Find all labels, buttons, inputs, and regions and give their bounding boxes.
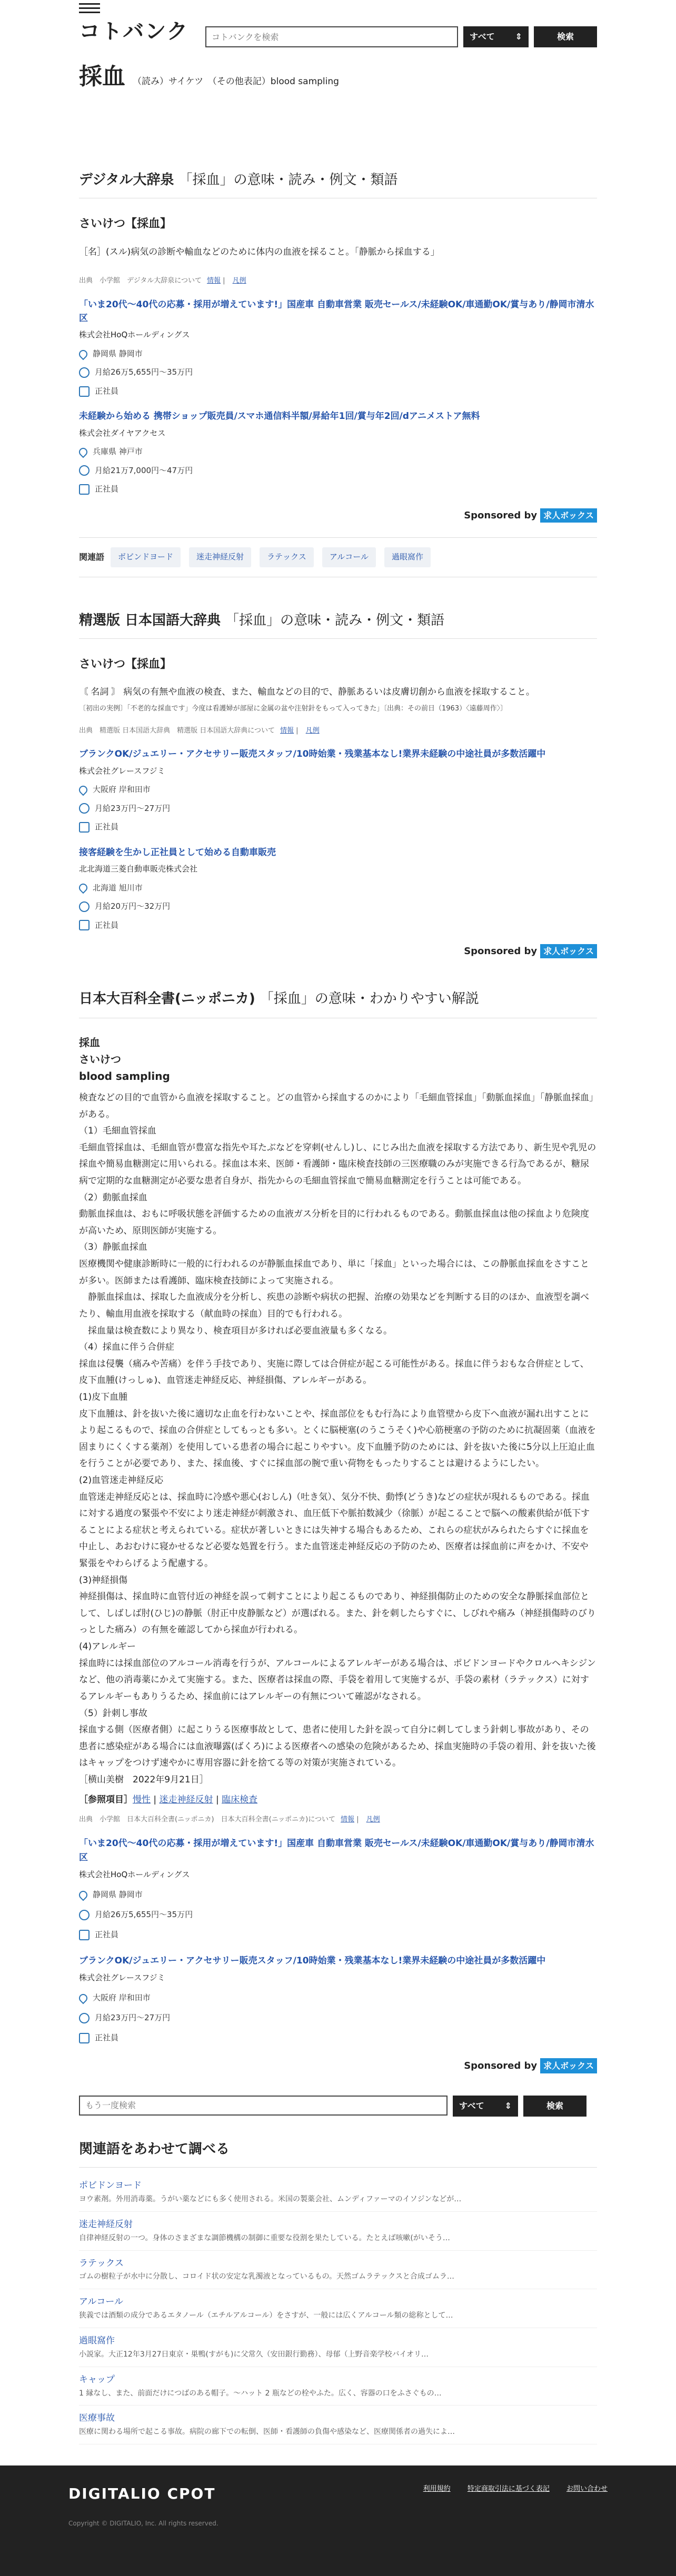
- scope-label: すべて: [459, 2101, 484, 2111]
- legend-link[interactable]: 凡例: [305, 727, 320, 735]
- yen-icon: [79, 2013, 90, 2023]
- chevron-updown-icon: ⇕: [515, 32, 522, 42]
- headword-area: [79, 47, 597, 153]
- yen-icon: [79, 465, 90, 476]
- dict-title: [79, 168, 597, 198]
- example: 〔初出の実例〕「不老的な採血です」今度は看護婦が部屋に金属の盆や注射針をもって入ってきた」〔出典：その前日（1963）〈遠藤周作〉〕: [79, 705, 508, 713]
- dict-subtitle: 「採血」の意味・わかりやすい解説: [260, 990, 479, 1007]
- related-word-desc: ヨウ素剤。外用消毒薬。うがい薬などにも多く使用される。米国の製薬会社、ムンディファーマのイソジンなどが…: [79, 2195, 462, 2204]
- source-line: 出典 精選版 日本国語大辞典 精選版 日本国語大辞典について 情報 | 凡例: [79, 727, 320, 735]
- related-word-desc: 自律神経反射の一つ。身体のさまざまな調節機構の制御に重要な役割を果たしている。たとえば咳嗽(がいそう…: [79, 2233, 450, 2242]
- job-list: [79, 747, 597, 932]
- reference-items: ［参照項目］慢性 | 迷走神経反射 | 臨床検査: [79, 1794, 258, 1805]
- job-list: [79, 1837, 597, 2045]
- related-tag[interactable]: ボビンドヨード: [111, 547, 181, 567]
- search-button[interactable]: 検索: [534, 26, 597, 47]
- dict-title: [79, 986, 597, 1018]
- entry-heading: 採血: [79, 1036, 100, 1049]
- briefcase-icon: [79, 386, 90, 397]
- location-icon: [77, 348, 90, 360]
- job-card[interactable]: [79, 846, 597, 932]
- search-input[interactable]: [205, 26, 458, 47]
- encyclopedia-paragraph: （1）毛細血管採血: [79, 1126, 156, 1137]
- encyclopedia-paragraph: （3）静脈血採血: [79, 1242, 147, 1253]
- encyclopedia-paragraph: (1)皮下血腫: [79, 1391, 128, 1402]
- encyclopedia-paragraph: 採血量は検査数により異なり、検査項目が多ければ必要血液量も多くなる。: [79, 1325, 392, 1336]
- job-type: 正社員: [95, 1929, 119, 1939]
- info-link[interactable]: 情報: [341, 1816, 355, 1824]
- encyclopedia-paragraph: 静脈血採血は、採取した血液成分を分析し、疾患の診断や病状の把握、治療の効果などを判断する目的のほか、血液型を調べたり、輸血用血液を採取する（献血時の採血）目的でも行われる。: [79, 1292, 589, 1319]
- refs-label: ［参照項目］: [79, 1794, 133, 1805]
- briefcase-icon: [79, 484, 90, 495]
- job-title[interactable]: 「いま20代〜40代の応募・採用が増えています!」国産車 自動車営業 販売セールス/未経験OK/車通勤OK/賞与あり/静岡市清水区: [79, 299, 594, 324]
- job-card[interactable]: [79, 747, 597, 834]
- job-salary: 月給23万円〜27万円: [95, 803, 171, 813]
- yen-icon: [79, 803, 90, 814]
- job-type: 正社員: [95, 484, 119, 494]
- legend-link[interactable]: 凡例: [366, 1816, 380, 1824]
- sponsor[interactable]: [79, 508, 597, 524]
- job-type: 正社員: [95, 822, 119, 832]
- sponsor-label: Sponsored by: [464, 946, 538, 957]
- source-text: 出典 小学館 日本大百科全書(ニッポニカ) 日本大百科全書(ニッポニカ)について: [79, 1816, 335, 1824]
- dict-title: [79, 609, 597, 639]
- commerce-law-link[interactable]: 特定商取引法に基づく表記: [467, 2484, 550, 2493]
- related-word-item[interactable]: [79, 2328, 597, 2367]
- job-title[interactable]: 未経験から始める 携帯ショップ販売員/スマホ通信料半額/昇給年1回/賞与年2回/dアニメストア無料: [79, 411, 480, 422]
- related-word[interactable]: キャップ: [79, 2374, 115, 2385]
- related-word-item[interactable]: [79, 2367, 597, 2406]
- job-card[interactable]: [79, 1837, 597, 1942]
- dict-name: 日本大百科全書(ニッポニカ): [79, 990, 255, 1007]
- related-tags: [79, 537, 597, 577]
- encyclopedia-paragraph: 採血時には採血部位のアルコール消毒を行うが、アルコールによるアレルギーがある場合は、ポビドンヨードやクロルヘキシジンなど、他の消毒薬にかえて実施する。また、医療者は採血の際、手袋を着用して実施するが、手袋の素材（ラテックス）に対するアレルギーもありうるため、採血前にはアレルギーの有無について確認がなされる。: [79, 1658, 596, 1702]
- site-header: [0, 0, 676, 47]
- scope-select[interactable]: [463, 26, 529, 47]
- entry-english: blood sampling: [79, 1069, 170, 1082]
- sponsor-logo[interactable]: 求人ボックス: [540, 508, 597, 523]
- related-word[interactable]: 過眼窩作: [79, 2335, 115, 2346]
- entry-heading: さいけつ【採血】: [79, 217, 172, 231]
- encyclopedia-paragraph: ［横山美樹 2022年9月21日］: [79, 1774, 208, 1785]
- job-title[interactable]: 接客経験を生かし正社員として始める自動車販売: [79, 847, 276, 858]
- info-link[interactable]: 情報: [206, 277, 221, 285]
- related-word[interactable]: アルコール: [79, 2297, 123, 2308]
- briefcase-icon: [79, 2033, 90, 2043]
- related-word-item[interactable]: [79, 2173, 597, 2212]
- job-type: 正社員: [95, 2032, 119, 2042]
- dict-name: 精選版 日本国語大辞典: [79, 612, 221, 628]
- location-icon: [77, 882, 90, 894]
- job-card[interactable]: [79, 409, 597, 496]
- scope-select[interactable]: [453, 2096, 518, 2117]
- yen-icon: [79, 367, 90, 378]
- briefcase-icon: [79, 1930, 90, 1940]
- section-nipponica: [79, 986, 597, 2074]
- sponsor[interactable]: [79, 944, 597, 960]
- encyclopedia-paragraph: 検査などの目的で血管から血液を採取すること。どの血管から採血するのかにより「毛細血管採血」「動脈血採血」「静脈血採血」がある。: [79, 1092, 594, 1120]
- encyclopedia-paragraph: （2）動脈血採血: [79, 1192, 147, 1203]
- site-logo[interactable]: コトバンク: [79, 19, 189, 44]
- job-company: 株式会社HoQホールディングス: [79, 330, 190, 340]
- sponsor[interactable]: [79, 2057, 597, 2074]
- encyclopedia-paragraph: 神経損傷は、採血時に血管付近の神経を誤って刺すことにより起こるものであり、神経損傷防止のための安全な静脈採血部位として、しばしば肘(ひじ)の静脈（肘正中皮静脈など）が選ばれる。また、針を刺したらすぐに、しびれや痛み（神経損傷時のびりっとした痛み）の有無を確認してから採血が行われる。: [79, 1591, 596, 1636]
- footer-links: [409, 2483, 608, 2495]
- source-text: 出典 小学館 デジタル大辞泉について: [79, 277, 202, 285]
- job-place: 静岡県 静岡市: [93, 1889, 143, 1899]
- search-again-input[interactable]: [79, 2096, 448, 2116]
- related-tag[interactable]: 迷走神経反射: [189, 547, 251, 567]
- job-type: 正社員: [95, 920, 119, 930]
- dict-subtitle: 「採血」の意味・読み・例文・類語: [225, 612, 445, 628]
- related-word[interactable]: ポビドンヨード: [79, 2180, 142, 2191]
- sponsor-logo[interactable]: 求人ボックス: [540, 2058, 597, 2074]
- encyclopedia-paragraph: 血管迷走神経反応とは、採血時に冷感や悪心(おしん)（吐き気）、気分不快、動悸(どうき)などの症状が現れるものである。採血に対する過度の緊張や不安により迷走神経が刺激され、血圧低下や脈拍数減少（徐脈）が起こることで脳への酸素供給が低下することによる症状と考えられている。症状が著しいときには失神する場合もあるため、これらの症状がみられたらすぐに採血を中止し、あおむけに寝かせるなど必要な処置を行う。また血管迷走神経反応の予防のため、医療者は採血前に声をかけ、不安や緊張をやわらげるよう配慮する。: [79, 1491, 590, 1569]
- location-icon: [77, 1889, 90, 1901]
- copyright: Copyright © DIGITALIO, Inc. All rights reserved.: [68, 2519, 218, 2527]
- related-word-item[interactable]: [79, 2212, 597, 2251]
- encyclopedia-paragraph: (4)アレルギー: [79, 1641, 136, 1652]
- source-text: 出典 精選版 日本国語大辞典 精選版 日本国語大辞典について: [79, 727, 275, 735]
- sponsor-label: Sponsored by: [464, 2060, 538, 2071]
- related-word[interactable]: ラテックス: [79, 2258, 124, 2269]
- location-icon: [77, 446, 90, 458]
- definition: ［名］(スル)病気の診断や輸血などのために体内の血液を採ること。「静脈から採血する」: [79, 246, 440, 257]
- job-place: 大阪府 岸和田市: [93, 1992, 151, 2002]
- location-icon: [77, 784, 90, 796]
- job-company: 株式会社HoQホールディングス: [79, 1870, 190, 1880]
- encyclopedia-paragraph: 毛細血管採血は、毛細血管が豊富な指先や耳たぶなどを穿刺(せんし)し、にじみ出た血液を採取する方法であり、新生児や乳児の採血や簡易血糖測定に用いられる。採血は本来、医師・看護師・臨床検査技師の三医療職のみが実施できる行為であるが、糖尿病で定期的な血糖測定が必要な患者自身が、指先からの毛細血管採血で簡易血糖測定を行うことは可能である。: [79, 1142, 597, 1187]
- job-salary: 月給20万円〜32万円: [95, 901, 171, 911]
- job-place: 北海道 旭川市: [93, 883, 143, 893]
- related-word-desc: 医療に関わる場所で起こる事故。病院の廊下での転倒、医師・看護師の負傷や感染など、医療関係者の過失によ…: [79, 2428, 455, 2437]
- ref-link[interactable]: 迷走神経反射: [159, 1794, 213, 1805]
- terms-link[interactable]: 利用規約: [423, 2484, 451, 2493]
- related-word-desc: 狭義では酒類の成分であるエタノール（エチルアルコール）をさすが、一般には広くアルコール類の総称として…: [79, 2311, 453, 2320]
- job-salary: 月給23万円〜27万円: [95, 2012, 171, 2022]
- related-word-desc: 小説家。大正12年3月27日東京・巣鴨(すがも)に父常久（安田銀行勤務）、母郁（上野音楽学校バイオリ…: [79, 2350, 429, 2359]
- briefcase-icon: [79, 920, 90, 930]
- encyclopedia-body: [79, 1090, 597, 1789]
- related-word-item[interactable]: [79, 2405, 597, 2444]
- encyclopedia-paragraph: 動脈血採血は、おもに呼吸状態を評価するための血液ガス分析を目的に行われるものである。動脈血採血は他の採血より危険度が高いため、原則医師が実施する。: [79, 1209, 589, 1236]
- related-tag[interactable]: ラテックス: [260, 547, 314, 567]
- page-title: 採血: [79, 63, 125, 90]
- related-label: 関連語: [79, 552, 105, 563]
- ref-link[interactable]: 臨床検査: [222, 1794, 258, 1805]
- job-salary: 月給21万7,000円〜47万円: [95, 465, 193, 475]
- related-tag[interactable]: 過眼窩作: [384, 547, 431, 567]
- job-list: [79, 298, 597, 496]
- job-company: 株式会社グレースフジミ: [79, 1972, 165, 1982]
- dict-subtitle: 「採血」の意味・読み・例文・類語: [178, 172, 398, 188]
- job-salary: 月給26万5,655円〜35万円: [95, 367, 193, 377]
- related-word-desc: ゴムの樹粒子が水中に分散し、コロイド状の安定な乳濁液となっているもの。天然ゴムラテックスと合成ゴムラ…: [79, 2272, 454, 2281]
- search-button[interactable]: 検索: [523, 2096, 586, 2117]
- reading: （読み）サイケツ （その他表記）blood sampling: [133, 76, 339, 87]
- site-footer: [0, 2465, 676, 2576]
- related-word[interactable]: 医療事故: [79, 2413, 115, 2424]
- yen-icon: [79, 1910, 90, 1920]
- job-place: 兵庫県 神戸市: [93, 447, 143, 457]
- job-salary: 月給26万5,655円〜35万円: [95, 1909, 193, 1919]
- definition: 〘 名詞 〙 病気の有無や血液の検査、また、輸血などの目的で、静脈あるいは皮膚切創から血液を採取すること。: [79, 687, 535, 698]
- footer-logo[interactable]: DIGITALIO CPOT: [68, 2484, 216, 2502]
- menu-icon[interactable]: [79, 3, 100, 16]
- encyclopedia-paragraph: 医療機関や健康診断時に一般的に行われるのが静脈血採血であり、単に「採血」といった場合には、この静脈血採血をさすことが多い。医師または看護師、臨床検査技師によって実施される。: [79, 1259, 589, 1286]
- job-card[interactable]: [79, 298, 597, 398]
- related-word-desc: 1 縁なし、また、前面だけにつばのある帽子。〜ハット 2 瓶などの栓やふた。広く、容器の口をふさぐもの…: [79, 2389, 442, 2398]
- source-line: 出典 小学館 日本大百科全書(ニッポニカ) 日本大百科全書(ニッポニカ)について 情報 | 凡例: [79, 1816, 380, 1824]
- job-type: 正社員: [95, 386, 119, 396]
- yen-icon: [79, 901, 90, 912]
- job-title[interactable]: 「いま20代〜40代の応募・採用が増えています!」国産車 自動車営業 販売セールス/未経験OK/車通勤OK/賞与あり/静岡市清水区: [79, 1838, 594, 1863]
- related-word[interactable]: 迷走神経反射: [79, 2219, 133, 2230]
- source-line: 出典 小学館 デジタル大辞泉について 情報 | 凡例: [79, 277, 246, 285]
- encyclopedia-paragraph: (2)血管迷走神経反応: [79, 1475, 164, 1486]
- related-tag[interactable]: アルコール: [322, 547, 376, 567]
- encyclopedia-paragraph: 採血は侵襲（痛みや苦痛）を伴う手技であり、実施に際しては合併症が起こる可能性がある。採血に伴うおもな合併症として、皮下血腫(けっしゅ)、血管迷走神経反応、神経損傷、アレルギーがある。: [79, 1358, 589, 1386]
- scope-label: すべて: [470, 32, 495, 42]
- job-card[interactable]: [79, 1954, 597, 2046]
- encyclopedia-paragraph: 採血する側（医療者側）に起こりうる医療事故として、患者に使用した針を誤って自分に刺してしまう針刺し事故があり、その患者に感染症がある場合には血液曝露(ばくろ)による医療者への感染の危険があるため、採血実施時の手袋の着用、針を抜いた後はキャップをつけず速やかに専用容器に針を捨てる等の対策が実施されている。: [79, 1725, 596, 1769]
- job-place: 大阪府 岸和田市: [93, 785, 151, 795]
- sponsor-logo[interactable]: 求人ボックス: [540, 944, 597, 958]
- encyclopedia-paragraph: (3)神経損傷: [79, 1575, 128, 1586]
- bottom-search: [79, 2090, 597, 2122]
- related-word-item[interactable]: [79, 2251, 597, 2290]
- section-digital-daijisen: [79, 168, 597, 524]
- dict-name: デジタル大辞泉: [79, 172, 174, 188]
- job-company: 株式会社グレースフジミ: [79, 766, 165, 776]
- encyclopedia-paragraph: （5）針刺し事故: [79, 1708, 147, 1719]
- related-words-title: 関連語をあわせて調べる: [79, 2138, 597, 2168]
- job-company: 北北海道三菱自動車販売株式会社: [79, 864, 198, 874]
- encyclopedia-paragraph: 皮下血腫は、針を抜いた後に適切な止血を行わないことや、採血部位をもむ行為により血管壁から皮下へ血液が漏れ出すことにより起こるもので、採血の合併症としてもっとも多い。とくに脳梗塞(のうこうそく)や心筋梗塞の予防のために抗凝固薬（血液を固まりにくくする薬剤）を使用している患者の場合に起こりやすい。皮下血腫予防のためには、針を抜いた後に5分以上圧迫止血を行うことが必要であり、また、採血後、すぐに採血部の腕で重い荷物をもったりすることは避けるようにしたい。: [79, 1408, 596, 1469]
- contact-link[interactable]: お問い合わせ: [566, 2484, 608, 2493]
- job-place: 静岡県 静岡市: [93, 348, 143, 358]
- sponsor-label: Sponsored by: [464, 509, 538, 521]
- briefcase-icon: [79, 822, 90, 833]
- legend-link[interactable]: 凡例: [232, 277, 246, 285]
- job-company: 株式会社ダイヤアクセス: [79, 428, 166, 438]
- location-icon: [77, 1992, 90, 2004]
- encyclopedia-paragraph: （4）採血に伴う合併症: [79, 1342, 174, 1353]
- entry-heading: さいけつ【採血】: [79, 657, 172, 671]
- ref-link[interactable]: 慢性: [133, 1794, 151, 1805]
- job-title[interactable]: ブランクOK/ジュエリー・アクセサリー販売スタッフ/10時始業・残業基本なし!業界未経験の中途社員が多数活躍中: [79, 749, 546, 760]
- related-words: [79, 2138, 597, 2444]
- related-word-item[interactable]: [79, 2289, 597, 2328]
- job-title[interactable]: ブランクOK/ジュエリー・アクセサリー販売スタッフ/10時始業・残業基本なし!業界未経験の中途社員が多数活躍中: [79, 1955, 546, 1966]
- section-seisenban: [79, 609, 597, 960]
- info-link[interactable]: 情報: [280, 727, 294, 735]
- entry-reading: さいけつ: [79, 1053, 121, 1066]
- chevron-updown-icon: ⇕: [504, 2101, 512, 2111]
